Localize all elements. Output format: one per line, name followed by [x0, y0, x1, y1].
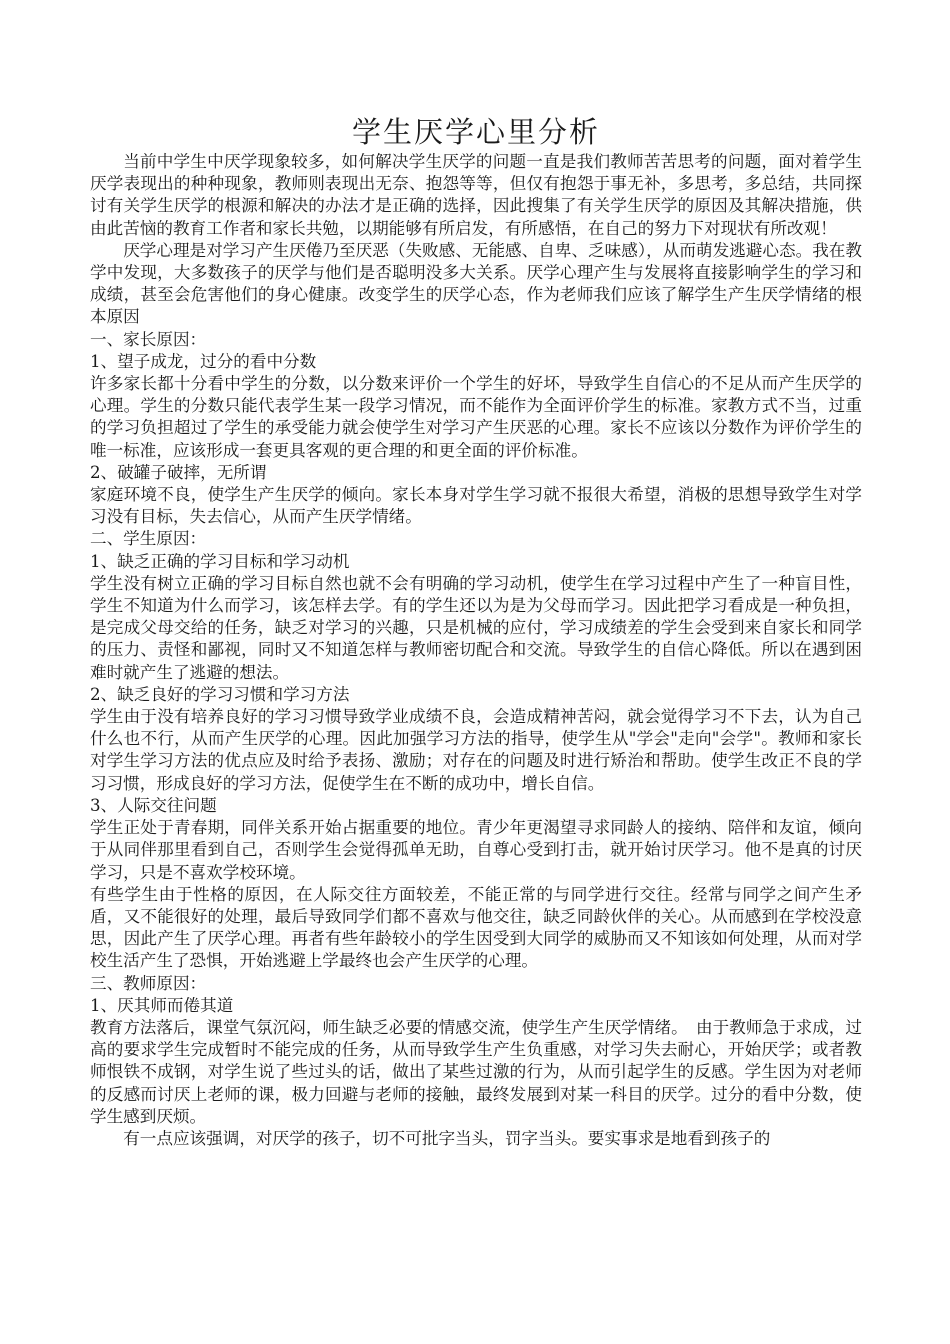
document-paragraph: 厌学心理是对学习产生厌倦乃至厌恶（失败感、无能感、自卑、乏味感），从而萌发逃避心态。我在教学中发现，大多数孩子的厌学与他们是否聪明没多大关系。厌学心理产生与发展将直接影响学生的学习和成绩，甚至会危害他们的身心健康。改变学生的厌学心态，作为老师我们应该了解学生产生厌学情绪的根本原因 — [90, 240, 862, 327]
document-paragraph: 家庭环境不良，使学生产生厌学的倾向。家长本身对学生学习就不报很大希望，消极的思想导致学生对学习没有目标，失去信心，从而产生厌学情绪。 — [90, 485, 862, 527]
document-body — [90, 151, 862, 1150]
document-paragraph: 3、人际交往问题 — [90, 795, 217, 815]
document-paragraph: 学生正处于青春期，同伴关系开始占据重要的地位。青少年更渴望寻求同龄人的接纳、陪伴和友谊，倾向于从同伴那里看到自己，否则学生会觉得孤单无助，自尊心受到打击，就开始讨厌学习。他不是真的讨厌学习，只是不喜欢学校环境。 — [90, 818, 862, 882]
document-paragraph: 三、教师原因： — [90, 973, 207, 993]
document-paragraph: 当前中学生中厌学现象较多，如何解决学生厌学的问题一直是我们教师苦苦思考的问题，面对着学生厌学表现出的种种现象，教师则表现出无奈、抱怨等等，但仅有抱怨于事无补，多思考，多总结，共同探讨有关学生厌学的根源和解决的办法才是正确的选择，因此搜集了有关学生厌学的原因及其解决措施，供由此苦恼的教育工作者和家长共勉，以期能够有所启发，有所感悟，在自己的努力下对现状有所改观！ — [90, 152, 862, 238]
document-paragraph: 学生没有树立正确的学习目标自然也就不会有明确的学习动机，使学生在学习过程中产生了一种盲目性，学生不知道为什么而学习，该怎样去学。有的学生还以为是为父母而学习。因此把学习看成是一种负担，是完成父母交给的任务，缺乏对学习的兴趣，只是机械的应付，学习成绩差的学生会受到来自家长和同学的压力、责怪和鄙视，同时又不知道怎样与教师密切配合和交流。导致学生的自信心降低。所以在遇到困难时就产生了逃避的想法。 — [90, 573, 862, 682]
document-paragraph: 有一点应该强调，对厌学的孩子，切不可批字当头，罚字当头。要实事求是地看到孩子的 — [123, 1128, 771, 1148]
document-paragraph: 1、厌其师而倦其道 — [90, 995, 234, 1015]
document-paragraph: 学生由于没有培养良好的学习习惯导致学业成绩不良，会造成精神苦闷，就会觉得学习不下去，认为自己什么也不行，从而产生厌学的心理。因此加强学习方法的指导，使学生从"学会"走向"会学"。教师和家长对学生学习方法的优点应及时给予表扬、激励；对存在的问题及时进行矫治和帮助。使学生改正不良的学习习惯，形成良好的学习方法，促使学生在不断的成功中，增长自信。 — [90, 707, 862, 793]
document-paragraph: 许多家长都十分看中学生的分数，以分数来评价一个学生的好坏，导致学生自信心的不足从而产生厌学的心理。学生的分数只能代表学生某一段学习情况，而不能作为全面评价学生的标准。家教方式不当，过重的学习负担超过了学生的承受能力就会使学生对学习产生厌恶的心理。家长不应该以分数作为评价学生的唯一标准，应该形成一套更具客观的更合理的和更全面的评价标准。 — [90, 374, 862, 460]
document-paragraph: 1、缺乏正确的学习目标和学习动机 — [90, 551, 350, 571]
document-paragraph: 2、缺乏良好的学习习惯和学习方法 — [90, 684, 350, 704]
document-paragraph: 一、家长原因： — [90, 329, 207, 349]
document-paragraph: 1、望子成龙，过分的看中分数 — [90, 351, 317, 371]
document-paragraph: 教育方法落后，课堂气氛沉闷，师生缺乏必要的情感交流，使学生产生厌学情绪。 由于教师急于求成，过高的要求学生完成暂时不能完成的任务，从而导致学生产生负重感，对学习失去耐心，开始厌学；或者教师恨铁不成钢，对学生说了些过头的话，做出了某些过激的行为，从而引起学生的反感。学生因为对老师的反感而讨厌上老师的课，极力回避与老师的接触，最终发展到对某一科目的厌学。过分的看中分数，使学生感到厌烦。 — [90, 1017, 862, 1126]
document-title: 学生厌学心里分析 — [351, 115, 600, 149]
document-paragraph: 有些学生由于性格的原因，在人际交往方面较差，不能正常的与同学进行交往。经常与同学之间产生矛盾，又不能很好的处理，最后导致同学们都不喜欢与他交往，缺乏同龄伙伴的关心。从而感到在学校没意思，因此产生了厌学心理。再者有些年龄较小的学生因受到大同学的威胁而又不知该如何处理，从而对学校生活产生了恐惧，开始逃避上学最终也会产生厌学的心理。 — [90, 884, 862, 971]
document-paragraph: 二、学生原因： — [90, 529, 207, 549]
document-paragraph: 2、破罐子破摔，无所谓 — [90, 462, 267, 482]
